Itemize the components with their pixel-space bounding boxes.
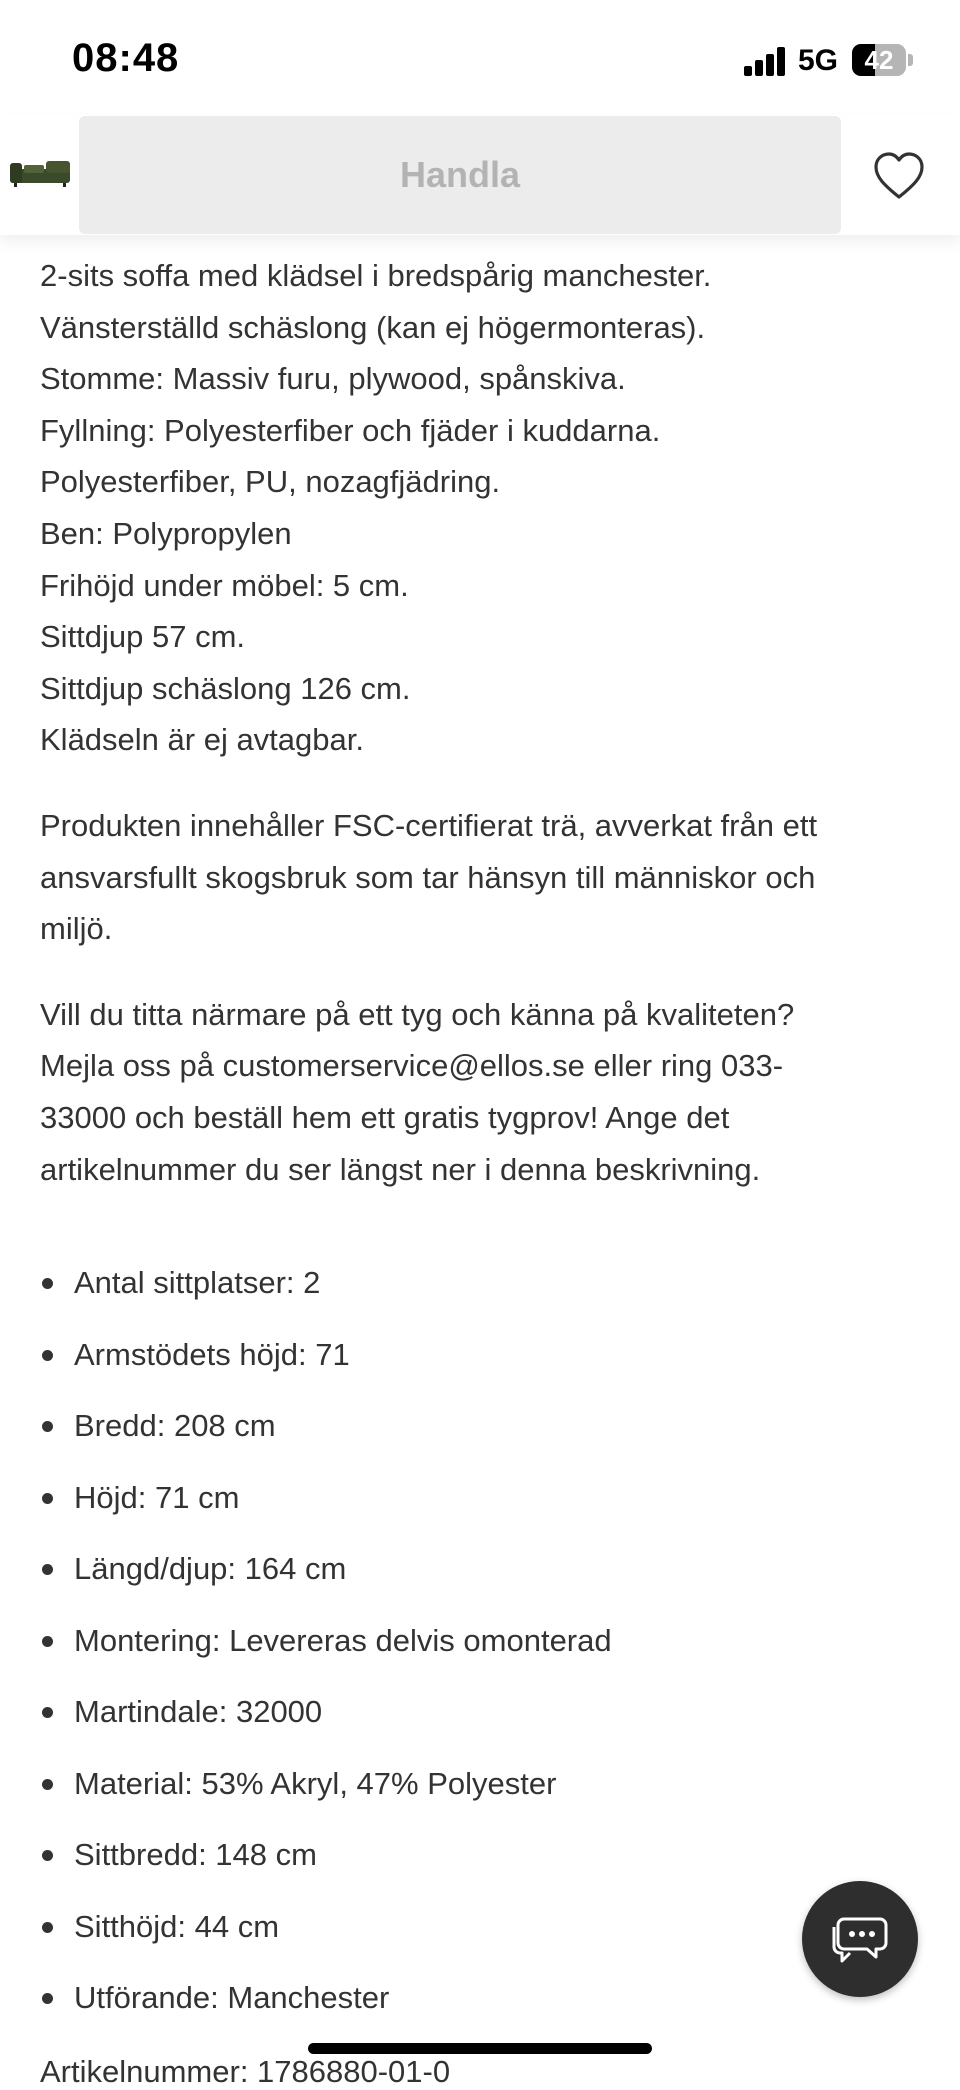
fsc-line: miljö.: [40, 911, 113, 947]
home-indicator: [308, 2043, 652, 2054]
chat-button[interactable]: [802, 1881, 918, 1997]
spec-line: Polyesterfiber, PU, nozagfjädring.: [40, 464, 501, 500]
list-item: Armstödets höjd: 71: [40, 1319, 920, 1391]
spec-line: Stomme: Massiv furu, plywood, spånskiva.: [40, 361, 626, 397]
list-item: Höjd: 71 cm: [40, 1462, 920, 1534]
spec-line: Vänsterställd schäslong (kan ej högermonteras).: [40, 309, 706, 345]
buy-button[interactable]: Handla: [79, 116, 841, 234]
spec-line: 2-sits soffa med klädsel i bredspårig manchester.: [40, 258, 712, 293]
network-label: 5G: [798, 44, 839, 77]
spec-text: [40, 250, 920, 766]
status-bar: [0, 0, 960, 115]
list-item: Antal sittplatser: 2: [40, 1247, 920, 1319]
fabric-sample-paragraph: [40, 989, 920, 1195]
attribute-list: [40, 1247, 920, 2034]
sticky-buy-bar: [0, 115, 960, 235]
list-item: Sitthöjd: 44 cm: [40, 1891, 920, 1963]
signal-icon: [744, 46, 788, 76]
battery-cap: [908, 54, 913, 66]
product-description: [40, 250, 920, 1195]
sofa-thumbnail[interactable]: [8, 155, 72, 189]
spec-line: Sittdjup schäslong 126 cm.: [40, 670, 411, 706]
list-item: Längd/djup: 164 cm: [40, 1533, 920, 1605]
sample-line: 33000 och beställ hem ett gratis tygprov! Ange det: [40, 1099, 730, 1135]
heart-icon[interactable]: [872, 151, 926, 201]
fsc-line: Produkten innehåller FSC-certifierat trä, avverkat från ett: [40, 807, 818, 843]
sample-line: Vill du titta närmare på ett tyg och känna på kvaliteten?: [40, 996, 795, 1032]
list-item: Material: 53% Akryl, 47% Polyester: [40, 1748, 920, 1820]
list-item: Montering: Levereras delvis omonterad: [40, 1605, 920, 1677]
chat-bubbles-icon: [830, 1913, 890, 1965]
list-item: Sittbredd: 148 cm: [40, 1819, 920, 1891]
battery-percent: 42: [864, 45, 894, 75]
sample-line: Mejla oss på customerservice@ellos.se eller ring 033-: [40, 1048, 784, 1084]
list-item: Utförande: Manchester: [40, 1962, 920, 2034]
fsc-line: ansvarsfullt skogsbruk som tar hänsyn till människor och: [40, 859, 816, 895]
spec-line: Klädseln är ej avtagbar.: [40, 722, 364, 758]
article-number: Artikelnummer: 1786880-01-0: [40, 2054, 451, 2089]
spec-line: Sittdjup 57 cm.: [40, 619, 246, 655]
spec-line: Frihöjd under möbel: 5 cm.: [40, 567, 409, 603]
spec-line: Ben: Polypropylen: [40, 515, 292, 551]
list-item: Martindale: 32000: [40, 1676, 920, 1748]
fsc-paragraph: [40, 800, 920, 955]
battery-icon: [852, 44, 906, 76]
sample-line: artikelnummer du ser längst ner i denna beskrivning.: [40, 1151, 761, 1187]
status-time: 08:48: [72, 36, 180, 80]
list-item: Bredd: 208 cm: [40, 1390, 920, 1462]
spec-line: Fyllning: Polyesterfiber och fjäder i kuddarna.: [40, 412, 661, 448]
